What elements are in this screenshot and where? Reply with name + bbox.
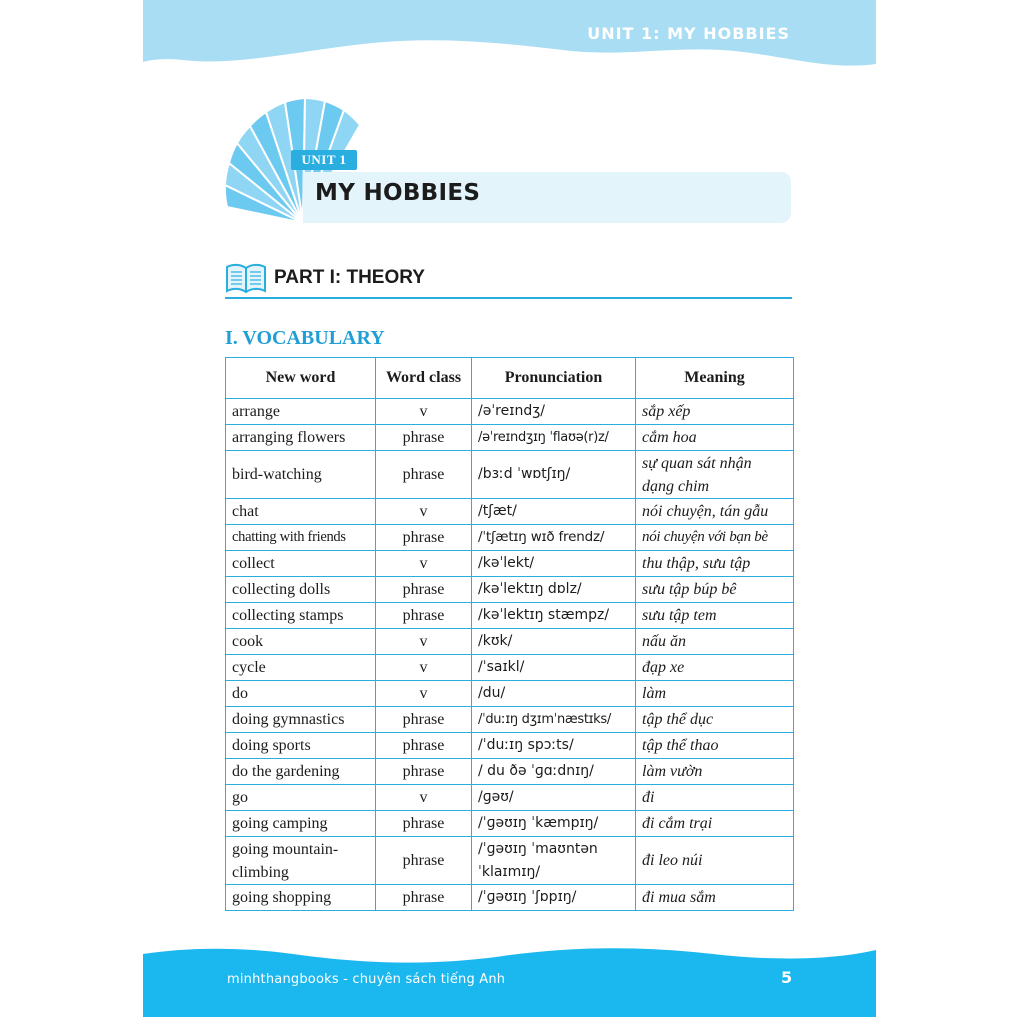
cell-meaning: nói chuyện với bạn bè: [636, 525, 794, 551]
cell-pronunciation: / du ðə ˈɡɑːdnɪŋ/: [472, 759, 636, 785]
column-header: Word class: [376, 358, 472, 399]
cell-class: phrase: [376, 425, 472, 451]
part-heading: [225, 259, 792, 299]
cell-pronunciation: /kəˈlekt/: [472, 551, 636, 577]
table-row: [226, 399, 794, 425]
page-title: MY HOBBIES: [315, 180, 481, 206]
cell-meaning: sắp xếp: [636, 399, 794, 425]
cell-pronunciation: /ˈɡəʊɪŋ ˈkæmpɪŋ/: [472, 811, 636, 837]
cell-word: going camping: [226, 811, 376, 837]
cell-pronunciation: /ˈsaɪkl/: [472, 655, 636, 681]
cell-class: v: [376, 499, 472, 525]
cell-word: do the gardening: [226, 759, 376, 785]
unit-badge: UNIT 1: [291, 150, 357, 170]
table-row: [226, 425, 794, 451]
cell-class: phrase: [376, 451, 472, 499]
cell-class: phrase: [376, 525, 472, 551]
cell-word: going mountain-climbing: [226, 837, 376, 885]
page-number: 5: [781, 968, 793, 987]
cell-pronunciation: /ˈɡəʊɪŋ ˈʃɒpɪŋ/: [472, 885, 636, 911]
cell-pronunciation: /du/: [472, 681, 636, 707]
cell-word: going shopping: [226, 885, 376, 911]
open-book-icon: [225, 261, 267, 295]
table-row: [226, 837, 794, 885]
cell-word: arrange: [226, 399, 376, 425]
table-row: [226, 885, 794, 911]
running-header: UNIT 1: MY HOBBIES: [587, 24, 790, 43]
cell-class: v: [376, 681, 472, 707]
table-header-row: [226, 358, 794, 399]
cell-pronunciation: /kəˈlektɪŋ stæmpz/: [472, 603, 636, 629]
cell-class: phrase: [376, 759, 472, 785]
cell-class: v: [376, 629, 472, 655]
cell-meaning: đạp xe: [636, 655, 794, 681]
cell-word: arranging flowers: [226, 425, 376, 451]
cell-class: phrase: [376, 837, 472, 885]
table-row: [226, 785, 794, 811]
cell-pronunciation: /bɜːd ˈwɒtʃɪŋ/: [472, 451, 636, 499]
column-header: Meaning: [636, 358, 794, 399]
part-title: PART I: THEORY: [274, 267, 425, 288]
table-row: [226, 707, 794, 733]
table-row: [226, 451, 794, 499]
cell-meaning: nấu ăn: [636, 629, 794, 655]
table-row: [226, 629, 794, 655]
cell-meaning: tập thể thao: [636, 733, 794, 759]
cell-word: collect: [226, 551, 376, 577]
cell-word: doing gymnastics: [226, 707, 376, 733]
cell-meaning: tập thể dục: [636, 707, 794, 733]
table-row: [226, 499, 794, 525]
cell-word: go: [226, 785, 376, 811]
cell-word: collecting dolls: [226, 577, 376, 603]
cell-pronunciation: /əˈreɪndʒɪŋ ˈflaʊə(r)z/: [472, 425, 636, 451]
cell-class: phrase: [376, 707, 472, 733]
table-row: [226, 655, 794, 681]
cell-meaning: nói chuyện, tán gẫu: [636, 499, 794, 525]
cell-word: bird-watching: [226, 451, 376, 499]
table-row: [226, 733, 794, 759]
cell-pronunciation: /ˈduːɪŋ spɔːts/: [472, 733, 636, 759]
cell-class: phrase: [376, 811, 472, 837]
cell-pronunciation: /əˈreɪndʒ/: [472, 399, 636, 425]
cell-word: doing sports: [226, 733, 376, 759]
section-title: I. VOCABULARY: [225, 327, 385, 349]
cell-class: phrase: [376, 603, 472, 629]
cell-pronunciation: /ˈtʃætɪŋ wɪð frendz/: [472, 525, 636, 551]
cell-word: chatting with friends: [226, 525, 376, 551]
table-row: [226, 681, 794, 707]
cell-class: v: [376, 551, 472, 577]
cell-meaning: sưu tập tem: [636, 603, 794, 629]
table-row: [226, 811, 794, 837]
cell-pronunciation: /ɡəʊ/: [472, 785, 636, 811]
cell-class: v: [376, 655, 472, 681]
book-page: [143, 0, 876, 1017]
table-row: [226, 603, 794, 629]
cell-class: phrase: [376, 733, 472, 759]
cell-class: phrase: [376, 577, 472, 603]
cell-word: cook: [226, 629, 376, 655]
vocabulary-table: [225, 357, 794, 911]
column-header: Pronunciation: [472, 358, 636, 399]
cell-pronunciation: /ˈduːɪŋ dʒɪmˈnæstɪks/: [472, 707, 636, 733]
cell-meaning: làm: [636, 681, 794, 707]
cell-meaning: đi: [636, 785, 794, 811]
cell-meaning: đi cắm trại: [636, 811, 794, 837]
table-row: [226, 577, 794, 603]
column-header: New word: [226, 358, 376, 399]
cell-pronunciation: /kʊk/: [472, 629, 636, 655]
cell-word: chat: [226, 499, 376, 525]
cell-word: cycle: [226, 655, 376, 681]
cell-word: collecting stamps: [226, 603, 376, 629]
cell-meaning: đi leo núi: [636, 837, 794, 885]
table-row: [226, 551, 794, 577]
cell-pronunciation: /tʃæt/: [472, 499, 636, 525]
cell-word: do: [226, 681, 376, 707]
cell-meaning: sưu tập búp bê: [636, 577, 794, 603]
cell-meaning: làm vườn: [636, 759, 794, 785]
cell-meaning: sự quan sát nhận dạng chim: [636, 451, 794, 499]
table-row: [226, 525, 794, 551]
cell-class: phrase: [376, 885, 472, 911]
footer-publisher: minhthangbooks - chuyên sách tiếng Anh: [227, 972, 506, 987]
cell-class: v: [376, 399, 472, 425]
cell-class: v: [376, 785, 472, 811]
cell-meaning: đi mua sắm: [636, 885, 794, 911]
table-row: [226, 759, 794, 785]
cell-meaning: thu thập, sưu tập: [636, 551, 794, 577]
cell-pronunciation: /kəˈlektɪŋ dɒlz/: [472, 577, 636, 603]
cell-pronunciation: /ˈɡəʊɪŋ ˈmaʊntən ˈklaɪmɪŋ/: [472, 837, 636, 885]
cell-meaning: cắm hoa: [636, 425, 794, 451]
